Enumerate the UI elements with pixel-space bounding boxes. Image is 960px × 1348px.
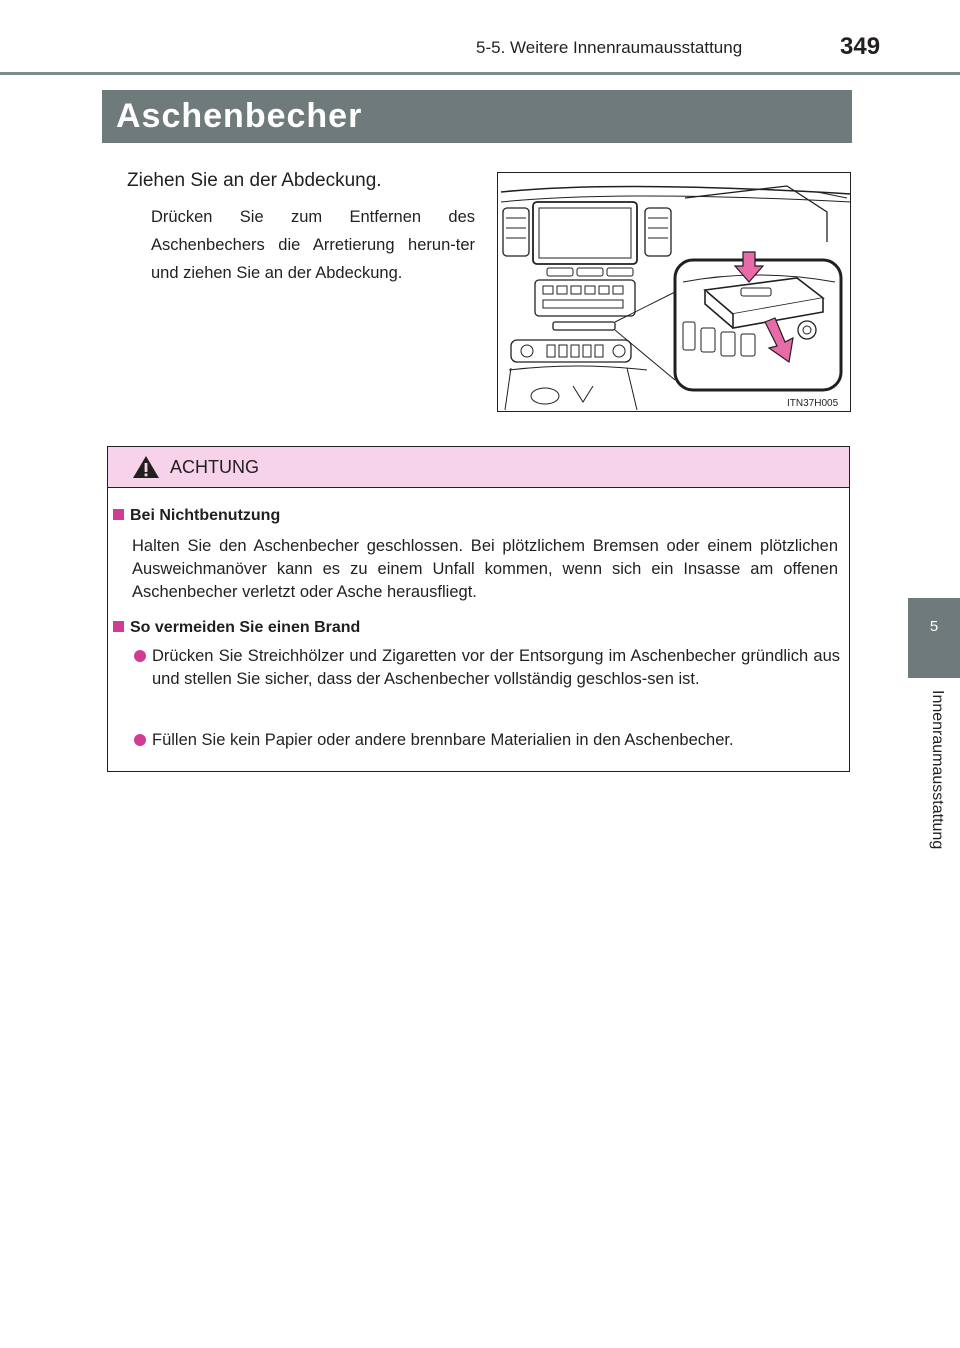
page-title: Aschenbecher	[116, 97, 363, 135]
warning-triangle-icon	[132, 455, 160, 484]
header-rule	[0, 72, 960, 75]
ashtray-illustration	[497, 172, 851, 412]
bullet-item: Füllen Sie kein Papier oder andere brennbare Materialien in den Aschenbecher.	[152, 731, 734, 749]
chapter-label: Innenraumausstattung	[929, 690, 946, 850]
square-bullet-icon	[113, 621, 124, 632]
bullet-item: Drücken Sie Streichhölzer und Zigaretten vor der Entsorgung im Aschenbecher gründlich aus und stellen Sie sicher, dass der Aschenbecher vollständig geschlos-sen ist.	[152, 647, 840, 688]
warning-title: ACHTUNG	[170, 457, 259, 477]
section-heading-text: So vermeiden Sie einen Brand	[130, 619, 361, 636]
title-bar	[102, 90, 852, 143]
warning-header	[108, 447, 849, 488]
header-section-title: 5-5. Weitere Innenraumausstattung	[476, 38, 743, 57]
circle-bullet-icon	[134, 734, 146, 746]
figure-code: ITN37H005	[787, 398, 839, 409]
description-text: Drücken Sie zum Entfernen des Aschenbechers die Arretierung herun-ter und ziehen Sie an der Abdeckung.	[151, 208, 475, 282]
section-heading-text: Bei Nichtbenutzung	[130, 507, 281, 524]
intro-text: Ziehen Sie an der Abdeckung.	[127, 170, 382, 191]
section-text-nonuse: Halten Sie den Aschenbecher geschlossen. Bei plötzlichem Bremsen oder einem plötzlichen Ausweichmanöver kann es zu einem Unfall kommen, wenn sich ein Insasse am offenen Aschenbecher verletzt oder Asche herausfliegt.	[132, 537, 838, 601]
section-heading-fire	[113, 619, 360, 637]
chapter-number: 5	[929, 618, 939, 635]
chapter-tab	[908, 598, 960, 678]
section-heading-nonuse	[113, 507, 280, 525]
warning-box	[107, 446, 850, 772]
circle-bullet-icon	[134, 650, 146, 662]
page-number: 349	[840, 33, 881, 60]
square-bullet-icon	[113, 509, 124, 520]
